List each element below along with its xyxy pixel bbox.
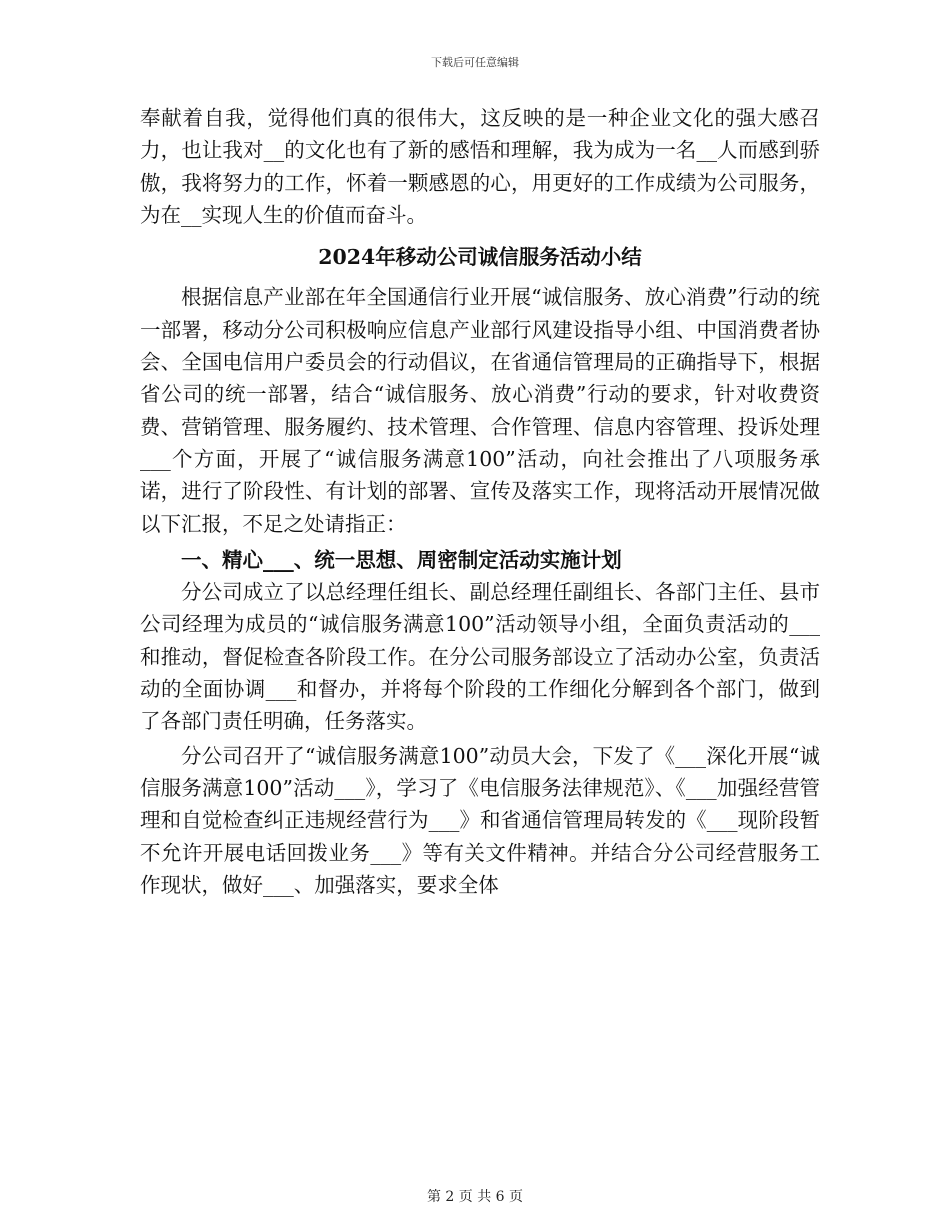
- page-header: 下载后可任意编辑: [431, 56, 519, 69]
- document-body: [140, 102, 820, 901]
- page-footer: 第 2 页 共 6 页: [426, 1189, 524, 1205]
- section-paragraph: 分公司召开了“诚信服务满意100”动员大会，下发了《___深化开展“诚信服务满意100”活动___》，学习了《电信服务法律规范》、《___加强经营管理和自觉检查纠正违规经营行为___》和省通信管理局转发的《___现阶段暂不允许开展电话回拨业务___》等有关文件精神。并结合分公司经营服务工作现状，做好___、加强落实，要求全体: [140, 743, 820, 897]
- section-heading: 一、精心___、统一思想、周密制定活动实施计划: [181, 547, 622, 572]
- continued-paragraph: 奉献着自我，觉得他们真的很伟大，这反映的是一种企业文化的强大感召力，也让我对__的文化也有了新的感悟和理解，我为成为一名__人而感到骄傲，我将努力的工作，怀着一颗感恩的心，用更好的工作成绩为公司服务，为在__实现人生的价值而奋斗。: [140, 106, 820, 227]
- intro-paragraph: 根据信息产业部在年全国通信行业开展“诚信服务、放心消费”行动的统一部署，移动分公司积极响应信息产业部行风建设指导小组、中国消费者协会、全国电信用户委员会的行动倡议，在省通信管理局的正确指导下，根据省公司的统一部署，结合“诚信服务、放心消费”行动的要求，针对收费资费、营销管理、服务履约、技术管理、合作管理、信息内容管理、投诉处理___个方面，开展了“诚信服务满意100”活动，向社会推出了八项服务承诺，进行了阶段性、有计划的部署、宣传及落实工作，现将活动开展情况做以下汇报，不足之处请指正：: [140, 285, 820, 536]
- document-title: 2024年移动公司诚信服务活动小结: [318, 245, 642, 270]
- section-paragraph: 分公司成立了以总经理任组长、副总经理任副组长、各部门主任、县市公司经理为成员的“诚信服务满意100”活动领导小组，全面负责活动的___和推动，督促检查各阶段工作。在分公司服务部设立了活动办公室，负责活动的全面协调___和督办，并将每个阶段的工作细化分解到各个部门，做到了各部门责任明确，任务落实。: [140, 580, 820, 734]
